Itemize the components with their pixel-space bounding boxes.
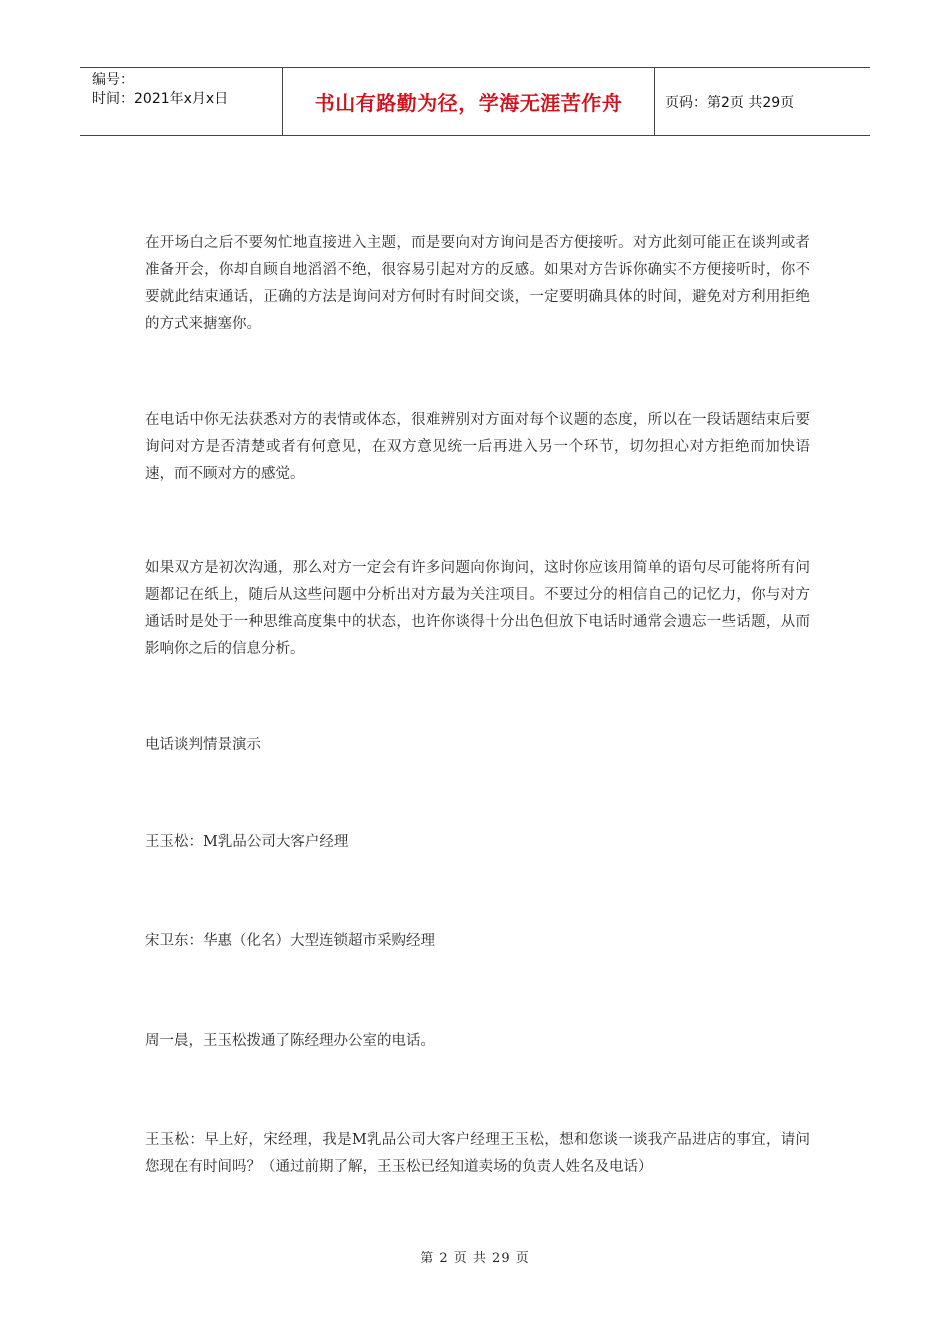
paragraph-3: 如果双方是初次沟通，那么对方一定会有许多问题向你询问，这时你应该用简单的语句尽可能将所有问题都记在纸上，随后从这些问题中分析出对方最为关注项目。不要过分的相信自己的记忆力，你与对方通话时是处于一种思维高度集中的状态，也许你谈得十分出色但放下电话时通常会遗忘一些话题，从而影响你之后的信息分析。 bbox=[145, 560, 810, 657]
character-1: 王玉松：M乳品公司大客户经理 bbox=[145, 834, 349, 850]
section-heading: 电话谈判情景演示 bbox=[145, 737, 261, 753]
header-time-label: 时间：2021年x月x日 bbox=[92, 91, 229, 107]
header-motto: 书山有路勤为径，学海无涯苦作舟 bbox=[282, 68, 655, 135]
character-2: 宋卫东：华惠（化名）大型连锁超市采购经理 bbox=[145, 933, 435, 949]
header-number-label: 编号： bbox=[92, 72, 134, 88]
paragraph-1: 在开场白之后不要匆忙地直接进入主题，而是要向对方询问是否方便接听。对方此刻可能正在谈判或者准备开会，你却自顾自地滔滔不绝，很容易引起对方的反感。如果对方告诉你确实不方便接听时，你不要就此结束通话，正确的方法是询问对方何时有时间交谈，一定要明确具体的时间，避免对方利用拒绝的方式来搪塞你。 bbox=[145, 235, 810, 332]
scene-description: 周一晨，王玉松拨通了陈经理办公室的电话。 bbox=[145, 1033, 435, 1049]
header-page-info: 页码：第2页 共29页 bbox=[665, 94, 795, 111]
dialogue-1: 王玉松：早上好，宋经理，我是M乳品公司大客户经理王玉松，想和您谈一谈我产品进店的事宜，请问您现在有时间吗？（通过前期了解，王玉松已经知道卖场的负责人姓名及电话） bbox=[145, 1132, 810, 1175]
document-header bbox=[80, 67, 870, 136]
header-meta bbox=[80, 68, 282, 135]
paragraph-2: 在电话中你无法获悉对方的表情或体态，很难辨别对方面对每个议题的态度，所以在一段话题结束后要询问对方是否清楚或者有何意见，在双方意见统一后再进入另一个环节，切勿担心对方拒绝而加快语速，而不顾对方的感觉。 bbox=[145, 412, 810, 482]
page-footer: 第 2 页 共 29 页 bbox=[420, 1251, 530, 1266]
